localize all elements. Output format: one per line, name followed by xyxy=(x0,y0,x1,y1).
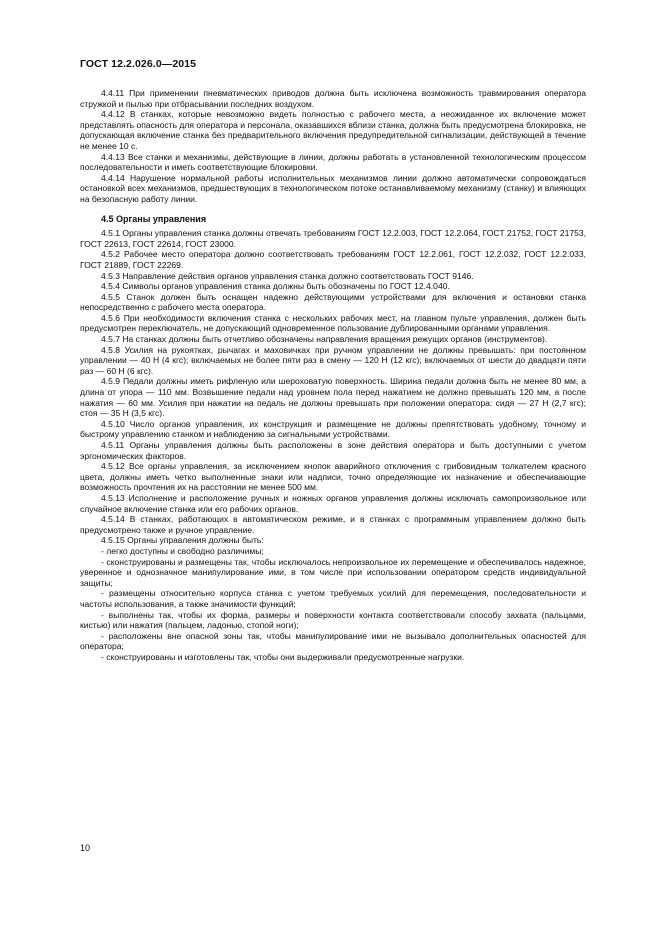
paragraph: 4.4.11 При применении пневматических приводов должна быть исключена возможность травмирования оператора стружкой и пылью при отбрасывании последних воздухом. xyxy=(80,88,586,109)
list-item: - сконструированы и размещены так, чтобы исключалось непроизвольное их перемещение и обеспечивалось надежное, уверенное и однозначное манипулирование ими, в том числе при использовании оператором средств индивидуальной защиты; xyxy=(80,556,586,588)
paragraph: 4.5.14 В станках, работающих в автоматическом режиме, и в станках с программным управлением должно быть предусмотрено также и ручное управление. xyxy=(80,514,586,535)
list-item: - размещены относительно корпуса станка с учетом требуемых усилий для перемещения, последовательности и частоты использования, а также значимости функций; xyxy=(80,588,586,609)
paragraph: 4.5.8 Усилия на рукоятках, рычагах и маховичках при ручном управлении не должны превышать: при постоянном управлении — 40 Н (4 кгс); включаемых не более пяти раз в смену — 120 Н (12 кгс); включаемых от шести до двадцати пяти раз — 60 Н (6 кгс). xyxy=(80,344,586,376)
paragraph: 4.5.3 Направление действия органов управления станка должно соответствовать ГОСТ 9146. xyxy=(101,270,474,281)
paragraph: 4.5.15 Органы управления должны быть: xyxy=(101,535,264,546)
paragraph: 4.5.13 Исполнение и расположение ручных и ножных органов управления должны исключать самопроизвольное или случайное включение станка или его рабочих органов. xyxy=(80,492,586,514)
paragraph: 4.4.14 Нарушение нормальной работы исполнительных механизмов линии должно автоматически сопровождаться остановкой всех механизмов, предшествующих в технологическом потоке останавливаемому механизму (станку) и влияющих на безопасную работу линии. xyxy=(80,172,586,204)
paragraph: 4.5.10 Число органов управления, их конструкция и размещение не должны препятствовать удобному, точному и быстрому управлению станком и наблюдению за сигнальными устройствами. xyxy=(80,418,586,440)
list-item: - легко доступны и свободно различимы; xyxy=(101,545,264,556)
list-item: - сконструированы и изготовлены так, чтобы они выдерживали предусмотренные нагрузки. xyxy=(101,651,465,662)
paragraph: 4.5.12 Все органы управления, за исключением кнопок аварийного отключения с грибовидным толкателем красного цвета, должны иметь четко выполненные знаки или надписи, точно определяющие их назначение и обеспечивающие возможность прочтения их на расстоянии не менее 500 мм. xyxy=(80,461,586,493)
list-item: - расположены вне опасной зоны так, чтобы манипулирование ими не вызывало дополнительных опасностей для оператора; xyxy=(80,630,586,652)
section-heading: 4.5 Органы управления xyxy=(101,213,207,224)
list-item: - выполнены так, чтобы их форма, размеры и поверхности контакта соответствовали способу захвата (пальцами, кистью) или нажатия (пальцем, ладонью, стопой ноги); xyxy=(80,609,586,631)
page-number: 10 xyxy=(80,843,91,853)
paragraph: 4.5.1 Органы управления станка должны отвечать требованиям ГОСТ 12.2.003, ГОСТ 12.2.064, ГОСТ 21752, ГОСТ 21753, ГОСТ 22613, ГОСТ 22614, ГОСТ 23000. xyxy=(80,228,586,249)
paragraph: 4.5.5 Станок должен быть оснащен надежно действующими устройствами для включения и остановки станка непосредственно с рабочего места оператора. xyxy=(80,291,586,313)
paragraph: 4.5.9 Педали должны иметь рифленую или шероховатую поверхность. Ширина педали должна быть не менее 80 мм, а длина от упора — 110 мм. Возвышение педали над уровнем пола перед нажатием не должно превышать 120 мм, а после нажатия — 60 мм. Усилия при нажатии на педаль не должны превышать при положении оператора: сидя — 27 Н (2,7 кгс); стоя — 35 Н (3,5 кгс). xyxy=(80,376,586,419)
document-header: ГОСТ 12.2.026.0—2015 xyxy=(80,58,197,70)
paragraph: 4.5.4 Символы органов управления станка должны быть обозначены по ГОСТ 12.4.040. xyxy=(101,281,450,292)
paragraph: 4.5.2 Рабочее место оператора должно соответствовать требованиям ГОСТ 12.2.061, ГОСТ 12.2.032, ГОСТ 12.2.033, ГОСТ 21889, ГОСТ 22269. xyxy=(80,249,586,270)
paragraph: 4.4.13 Все станки и механизмы, действующие в линии, должны работать в установленной технологическим процессом последовательности и иметь соответствующие блокировки. xyxy=(80,151,586,173)
paragraph: 4.5.6 При необходимости включения станка с нескольких рабочих мест, на главном пульте управления, должен быть предусмотрен переключатель, не допускающий одновременное пользование дублированными органами управления. xyxy=(80,312,586,334)
paragraph: 4.5.7 На станках должны быть отчетливо обозначены направления вращения режущих органов (инструментов). xyxy=(101,334,548,345)
document-body xyxy=(80,88,586,662)
paragraph: 4.4.12 В станках, которые невозможно видеть полностью с рабочего места, а неожиданное их включение может представлять опасность для оператора и персонала, оказавшихся вблизи станка, должна быть предусмотрена блокировка, не допускающая включение станка без предварительного включения предупредительной сигнализации, действующей в течение не менее 10 с. xyxy=(80,109,586,151)
paragraph: 4.5.11 Органы управления должны быть расположены в зоне действия оператора и быть доступными с учетом эргономических факторов. xyxy=(80,440,586,461)
